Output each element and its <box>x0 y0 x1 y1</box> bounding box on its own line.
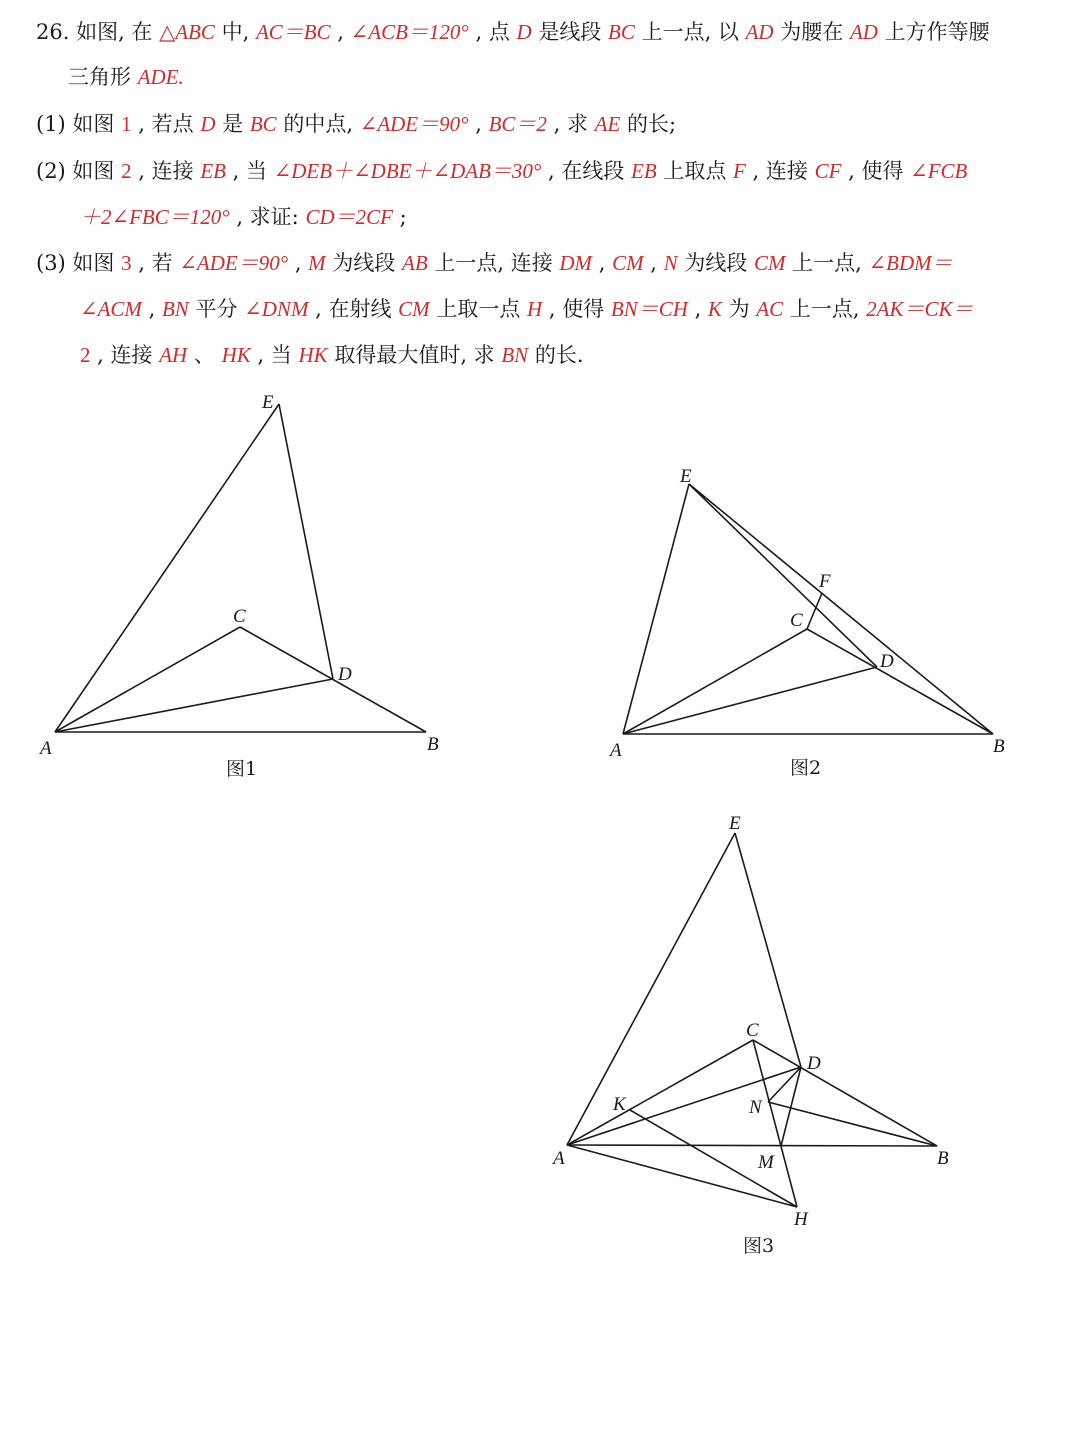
math-expression: AE <box>594 112 621 136</box>
math-expression: 2AK＝CK＝ <box>866 297 974 321</box>
problem-text-run: , 连接 <box>131 159 201 183</box>
fig2-label-E: E <box>680 466 692 487</box>
fig3-label-E: E <box>729 813 741 834</box>
problem-text-run: 上取一点 <box>429 297 527 321</box>
fig2-label-B: B <box>993 736 1005 757</box>
fig2-label-A: A <box>610 740 622 761</box>
problem-text-run: 的中点, <box>276 112 360 136</box>
problem-text-run: , 当 <box>225 159 274 183</box>
math-expression: BN <box>161 297 189 321</box>
math-expression: F <box>733 159 746 183</box>
math-expression: DM <box>559 251 593 275</box>
problem-text-run: 上取点 <box>656 159 734 183</box>
math-expression: ∠ADE＝90° <box>179 251 289 275</box>
problem-text-run: 为 <box>721 297 757 321</box>
math-expression: D <box>516 20 532 44</box>
math-expression: ∠ACM <box>80 297 142 321</box>
math-expression: AC＝BC <box>255 20 331 44</box>
math-expression: ∠FCB <box>910 159 968 183</box>
problem-text-run: 为线段 <box>677 251 754 275</box>
problem-text-run: , <box>468 112 489 136</box>
problem-text-run: 上方作等腰 <box>877 20 990 44</box>
fig1-label-D: D <box>338 664 352 685</box>
math-expression: ∠DNM <box>244 297 309 321</box>
fig3-label-M: M <box>758 1152 774 1173</box>
math-expression: EB <box>631 159 657 183</box>
math-expression: 1 <box>121 112 132 136</box>
problem-text-run: , 求 <box>546 112 595 136</box>
problem-text-run: 中, <box>214 20 256 44</box>
math-expression: CD＝2CF <box>305 205 393 229</box>
math-expression: CM <box>612 251 644 275</box>
math-expression: CM <box>754 251 786 275</box>
math-expression: ADE. <box>137 65 184 89</box>
problem-text-run: , 使得 <box>841 159 911 183</box>
math-expression: K <box>707 297 722 321</box>
math-expression: BC＝2 <box>488 112 547 136</box>
math-expression: 2 <box>80 343 91 367</box>
math-expression: EB <box>200 159 226 183</box>
fig1-label-A: A <box>40 738 52 759</box>
fig1-caption: 图1 <box>226 758 258 780</box>
problem-text-run: (1) 如图 <box>36 112 122 136</box>
math-expression: N <box>663 251 678 275</box>
fig3-seg-CB <box>753 1040 937 1146</box>
problem-text-run: , <box>288 251 309 275</box>
fig3-label-A: A <box>553 1148 565 1169</box>
math-expression: CF <box>814 159 842 183</box>
fig3-seg-CH <box>753 1040 797 1207</box>
problem-text-run: 是 <box>215 112 250 136</box>
fig1-label-B: B <box>427 734 439 755</box>
math-expression: AH <box>159 343 188 367</box>
problem-text-run: , <box>330 20 351 44</box>
math-expression: ∠BDM＝ <box>868 251 953 275</box>
math-expression: 3 <box>121 251 132 275</box>
math-expression: AD <box>849 20 878 44</box>
problem-text-run: 的长. <box>528 343 584 367</box>
problem-text-run: 三角形 <box>68 65 138 89</box>
math-expression: ∠ACB＝120° <box>350 20 469 44</box>
fig2-label-D: D <box>880 651 894 672</box>
fig3-label-H: H <box>794 1209 808 1230</box>
fig3-seg-AB <box>567 1145 937 1146</box>
math-expression: CM <box>398 297 430 321</box>
math-expression: 2 <box>121 159 132 183</box>
problem-text-run: 上一点, 以 <box>634 20 746 44</box>
problem-text-run: , 在线段 <box>541 159 632 183</box>
problem-text-run: , 当 <box>250 343 299 367</box>
math-expression: H <box>527 297 543 321</box>
problem-text-run: , 若点 <box>131 112 201 136</box>
problem-text-run: 是线段 <box>531 20 609 44</box>
problem-text-run: , 点 <box>468 20 517 44</box>
math-expression: AC <box>756 297 784 321</box>
problem-text-run: , 连接 <box>90 343 160 367</box>
problem-text-run: , 在射线 <box>308 297 399 321</box>
problem-text-run: , 连接 <box>745 159 815 183</box>
fig2-label-C: C <box>790 610 803 631</box>
fig3-seg-NB <box>768 1102 937 1146</box>
problem-text-run: 平分 <box>188 297 245 321</box>
fig2-label-F: F <box>819 571 831 592</box>
problem-text-run: 上一点, <box>783 297 867 321</box>
problem-text-run: , 若 <box>131 251 180 275</box>
problem-text-run: , <box>643 251 664 275</box>
math-expression: BN <box>501 343 529 367</box>
fig3-label-B: B <box>937 1148 949 1169</box>
problem-text-run: 取得最大值时, 求 <box>327 343 502 367</box>
problem-text-run: 、 <box>187 343 222 367</box>
fig3-label-C: C <box>746 1020 759 1041</box>
fig3-caption: 图3 <box>743 1235 775 1257</box>
problem-text-run: 上一点, <box>785 251 869 275</box>
math-expression: △ABC <box>159 20 215 44</box>
fig3-label-N: N <box>749 1097 762 1118</box>
math-expression: M <box>308 251 326 275</box>
problem-text-run: , 求证: <box>229 205 306 229</box>
math-expression: HK <box>298 343 328 367</box>
problem-text-run: 为腰在 <box>773 20 850 44</box>
problem-text-run: (2) 如图 <box>36 159 122 183</box>
math-expression: AB <box>402 251 428 275</box>
problem-text-run: , <box>592 251 613 275</box>
problem-text-run: 26. 如图, 在 <box>36 20 160 44</box>
problem-text-run: 的长; <box>620 112 677 136</box>
math-expression: ＋2∠FBC＝120° <box>80 205 230 229</box>
math-expression: D <box>200 112 216 136</box>
fig1-label-E: E <box>262 392 274 413</box>
problem-text-run: (3) 如图 <box>36 251 122 275</box>
fig3-label-K: K <box>613 1094 626 1115</box>
fig1-label-C: C <box>233 606 246 627</box>
math-expression: AD <box>745 20 774 44</box>
math-expression: HK <box>221 343 251 367</box>
problem-text-run: 上一点, 连接 <box>427 251 560 275</box>
math-expression: ∠ADE＝90° <box>359 112 469 136</box>
problem-text-run: 为线段 <box>325 251 403 275</box>
problem-text-run: , 使得 <box>542 297 611 321</box>
math-expression: BC <box>249 112 277 136</box>
math-expression: ∠DEB＋∠DBE＋∠DAB＝30° <box>273 159 542 183</box>
fig3-seg-ED <box>735 833 801 1067</box>
fig2-caption: 图2 <box>790 757 822 779</box>
problem-text-run: ; <box>392 205 407 229</box>
math-expression: BC <box>608 20 635 44</box>
math-expression: BN＝CH <box>610 297 688 321</box>
problem-text-run: , <box>141 297 162 321</box>
problem-text-run: , <box>687 297 708 321</box>
fig3-label-D: D <box>807 1053 821 1074</box>
